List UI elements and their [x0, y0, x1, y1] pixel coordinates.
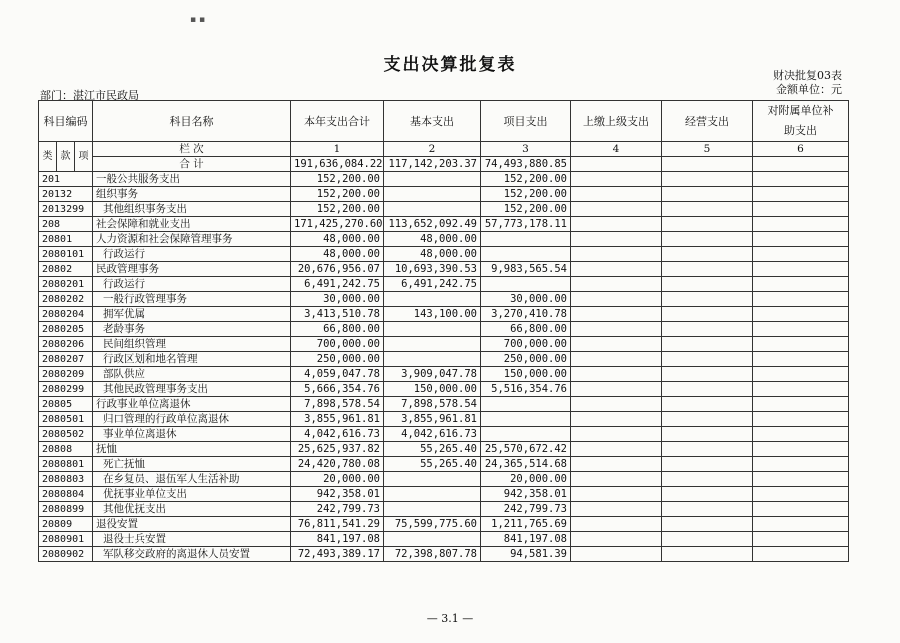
- row-code: 20808: [39, 442, 93, 457]
- row-name: 行政区划和地名管理: [93, 352, 291, 367]
- row-superior: [571, 472, 662, 487]
- seq-col-3: 3: [481, 142, 571, 157]
- row-superior: [571, 292, 662, 307]
- row-name: 部队供应: [93, 367, 291, 382]
- row-name: 行政运行: [93, 277, 291, 292]
- row-business: [662, 217, 753, 232]
- row-code: 2080101: [39, 247, 93, 262]
- row-superior: [571, 442, 662, 457]
- row-code: 2080801: [39, 457, 93, 472]
- row-project: 942,358.01: [481, 487, 571, 502]
- row-total: 76,811,541.29: [291, 517, 384, 532]
- row-total: 20,000.00: [291, 472, 384, 487]
- col-header-superior: 上缴上级支出: [571, 101, 662, 142]
- row-superior: [571, 412, 662, 427]
- row-affiliate: [753, 322, 849, 337]
- table-row: [39, 337, 849, 352]
- seq-col-1: 1: [291, 142, 384, 157]
- row-total: 25,625,937.82: [291, 442, 384, 457]
- row-total: 171,425,270.60: [291, 217, 384, 232]
- row-name: 退役安置: [93, 517, 291, 532]
- row-project: 66,800.00: [481, 322, 571, 337]
- row-code: 201: [39, 172, 93, 187]
- col-header-code: 科目编码: [39, 101, 93, 142]
- row-affiliate: [753, 292, 849, 307]
- table-row: [39, 277, 849, 292]
- row-business: [662, 367, 753, 382]
- row-superior: [571, 427, 662, 442]
- table-row: [39, 427, 849, 442]
- row-business: [662, 232, 753, 247]
- row-affiliate: [753, 517, 849, 532]
- seq-row-label: 栏 次: [93, 142, 291, 157]
- seq-col-6: 6: [753, 142, 849, 157]
- row-business: [662, 352, 753, 367]
- row-basic: 55,265.40: [384, 442, 481, 457]
- row-superior: [571, 187, 662, 202]
- row-affiliate: [753, 502, 849, 517]
- row-code: 2080202: [39, 292, 93, 307]
- total-row-superior: [571, 157, 662, 172]
- row-name: 组织事务: [93, 187, 291, 202]
- row-code: 2080205: [39, 322, 93, 337]
- col-header-business: 经营支出: [662, 101, 753, 142]
- row-total: 30,000.00: [291, 292, 384, 307]
- row-code: 2080899: [39, 502, 93, 517]
- row-code: 20132: [39, 187, 93, 202]
- total-row-affiliate: [753, 157, 849, 172]
- row-superior: [571, 502, 662, 517]
- row-total: 242,799.73: [291, 502, 384, 517]
- row-total: 20,676,956.07: [291, 262, 384, 277]
- row-superior: [571, 262, 662, 277]
- row-affiliate: [753, 442, 849, 457]
- row-project: 9,983,565.54: [481, 262, 571, 277]
- col-header-affiliate: 对附属单位补助支出: [753, 101, 849, 142]
- total-row-project: 74,493,880.85: [481, 157, 571, 172]
- row-total: 250,000.00: [291, 352, 384, 367]
- row-total: 3,413,510.78: [291, 307, 384, 322]
- row-project: 25,570,672.42: [481, 442, 571, 457]
- row-basic: [384, 502, 481, 517]
- row-code: 2080502: [39, 427, 93, 442]
- row-business: [662, 307, 753, 322]
- row-project: [481, 247, 571, 262]
- seq-col-4: 4: [571, 142, 662, 157]
- col-header-project: 项目支出: [481, 101, 571, 142]
- row-affiliate: [753, 307, 849, 322]
- row-affiliate: [753, 367, 849, 382]
- row-name: 退役士兵安置: [93, 532, 291, 547]
- row-basic: [384, 532, 481, 547]
- table-row: [39, 172, 849, 187]
- row-affiliate: [753, 352, 849, 367]
- row-business: [662, 292, 753, 307]
- row-code: 2080804: [39, 487, 93, 502]
- row-total: 7,898,578.54: [291, 397, 384, 412]
- row-project: [481, 427, 571, 442]
- row-affiliate: [753, 487, 849, 502]
- row-name: 民间组织管理: [93, 337, 291, 352]
- row-code: 2080204: [39, 307, 93, 322]
- table-row: [39, 262, 849, 277]
- row-basic: [384, 472, 481, 487]
- row-name: 其他民政管理事务支出: [93, 382, 291, 397]
- row-business: [662, 412, 753, 427]
- row-basic: 3,909,047.78: [384, 367, 481, 382]
- row-name: 拥军优属: [93, 307, 291, 322]
- row-code: 2080501: [39, 412, 93, 427]
- sub-header-kuan: 款: [57, 142, 75, 172]
- row-business: [662, 502, 753, 517]
- row-affiliate: [753, 532, 849, 547]
- row-name: 行政事业单位离退休: [93, 397, 291, 412]
- department-label: 部门：湛江市民政局: [40, 89, 139, 102]
- row-business: [662, 397, 753, 412]
- table-row: [39, 457, 849, 472]
- row-project: 242,799.73: [481, 502, 571, 517]
- row-basic: [384, 337, 481, 352]
- row-superior: [571, 337, 662, 352]
- row-affiliate: [753, 382, 849, 397]
- row-business: [662, 457, 753, 472]
- table-row: [39, 187, 849, 202]
- row-code: 2080299: [39, 382, 93, 397]
- row-name: 军队移交政府的离退休人员安置: [93, 547, 291, 562]
- row-total: 66,800.00: [291, 322, 384, 337]
- table-row: [39, 397, 849, 412]
- row-code: 20801: [39, 232, 93, 247]
- row-name: 一般行政管理事务: [93, 292, 291, 307]
- row-code: 2013299: [39, 202, 93, 217]
- table-row: [39, 292, 849, 307]
- table-row: [39, 472, 849, 487]
- row-code: 2080901: [39, 532, 93, 547]
- row-total: 841,197.08: [291, 532, 384, 547]
- row-code: 20802: [39, 262, 93, 277]
- row-project: [481, 412, 571, 427]
- row-business: [662, 442, 753, 457]
- row-superior: [571, 457, 662, 472]
- row-code: 20805: [39, 397, 93, 412]
- row-basic: [384, 322, 481, 337]
- row-project: 150,000.00: [481, 367, 571, 382]
- table-row: [39, 382, 849, 397]
- row-total: 152,200.00: [291, 202, 384, 217]
- row-affiliate: [753, 247, 849, 262]
- row-basic: 4,042,616.73: [384, 427, 481, 442]
- row-code: 2080803: [39, 472, 93, 487]
- row-name: 民政管理事务: [93, 262, 291, 277]
- row-name: 人力资源和社会保障管理事务: [93, 232, 291, 247]
- row-project: 20,000.00: [481, 472, 571, 487]
- row-name: 一般公共服务支出: [93, 172, 291, 187]
- row-name: 死亡抚恤: [93, 457, 291, 472]
- table-row: [39, 517, 849, 532]
- row-basic: 10,693,390.53: [384, 262, 481, 277]
- row-superior: [571, 247, 662, 262]
- row-project: 24,365,514.68: [481, 457, 571, 472]
- row-total: 3,855,961.81: [291, 412, 384, 427]
- total-row-basic: 117,142,203.37: [384, 157, 481, 172]
- row-affiliate: [753, 412, 849, 427]
- row-project: 152,200.00: [481, 172, 571, 187]
- row-project: 700,000.00: [481, 337, 571, 352]
- row-code: 20809: [39, 517, 93, 532]
- row-business: [662, 517, 753, 532]
- row-basic: [384, 202, 481, 217]
- row-basic: 143,100.00: [384, 307, 481, 322]
- row-business: [662, 172, 753, 187]
- row-business: [662, 322, 753, 337]
- row-affiliate: [753, 217, 849, 232]
- row-business: [662, 202, 753, 217]
- row-business: [662, 337, 753, 352]
- row-basic: 48,000.00: [384, 247, 481, 262]
- table-row: [39, 217, 849, 232]
- col-header-basic: 基本支出: [384, 101, 481, 142]
- row-superior: [571, 547, 662, 562]
- row-business: [662, 532, 753, 547]
- row-total: 4,042,616.73: [291, 427, 384, 442]
- row-superior: [571, 232, 662, 247]
- row-name: 社会保障和就业支出: [93, 217, 291, 232]
- row-total: 72,493,389.17: [291, 547, 384, 562]
- page-number: — 3.1 —: [426, 612, 474, 625]
- row-total: 24,420,780.08: [291, 457, 384, 472]
- row-basic: 3,855,961.81: [384, 412, 481, 427]
- row-superior: [571, 367, 662, 382]
- row-code: 2080206: [39, 337, 93, 352]
- row-total: 5,666,354.76: [291, 382, 384, 397]
- row-name: 其他优抚支出: [93, 502, 291, 517]
- row-business: [662, 547, 753, 562]
- table-row: [39, 247, 849, 262]
- row-total: 152,200.00: [291, 187, 384, 202]
- row-basic: 6,491,242.75: [384, 277, 481, 292]
- row-affiliate: [753, 262, 849, 277]
- row-total: 4,059,047.78: [291, 367, 384, 382]
- row-affiliate: [753, 232, 849, 247]
- row-affiliate: [753, 427, 849, 442]
- row-superior: [571, 217, 662, 232]
- seq-col-2: 2: [384, 142, 481, 157]
- row-name: 优抚事业单位支出: [93, 487, 291, 502]
- sub-header-xiang: 项: [75, 142, 93, 172]
- row-project: 152,200.00: [481, 187, 571, 202]
- row-superior: [571, 307, 662, 322]
- row-superior: [571, 172, 662, 187]
- row-business: [662, 487, 753, 502]
- table-row: [39, 367, 849, 382]
- row-business: [662, 187, 753, 202]
- row-project: [481, 277, 571, 292]
- row-basic: 113,652,092.49: [384, 217, 481, 232]
- page-title: 支出决算批复表: [383, 55, 517, 75]
- row-business: [662, 382, 753, 397]
- table-row: [39, 202, 849, 217]
- table-row: [39, 532, 849, 547]
- row-code: 2080902: [39, 547, 93, 562]
- row-business: [662, 472, 753, 487]
- row-project: 30,000.00: [481, 292, 571, 307]
- row-total: 152,200.00: [291, 172, 384, 187]
- expenditure-table: [38, 100, 849, 562]
- row-basic: [384, 487, 481, 502]
- table-row: [39, 547, 849, 562]
- row-superior: [571, 487, 662, 502]
- row-name: 老龄事务: [93, 322, 291, 337]
- col-header-name: 科目名称: [93, 101, 291, 142]
- row-total: 700,000.00: [291, 337, 384, 352]
- row-code: 2080201: [39, 277, 93, 292]
- row-code: 208: [39, 217, 93, 232]
- row-superior: [571, 532, 662, 547]
- row-name: 其他组织事务支出: [93, 202, 291, 217]
- row-project: 5,516,354.76: [481, 382, 571, 397]
- row-basic: 7,898,578.54: [384, 397, 481, 412]
- row-project: 3,270,410.78: [481, 307, 571, 322]
- row-basic: 48,000.00: [384, 232, 481, 247]
- row-name: 事业单位离退休: [93, 427, 291, 442]
- row-superior: [571, 397, 662, 412]
- row-superior: [571, 382, 662, 397]
- seq-col-5: 5: [662, 142, 753, 157]
- col-header-total: 本年支出合计: [291, 101, 384, 142]
- table-row: [39, 352, 849, 367]
- table-row: [39, 412, 849, 427]
- row-basic: 75,599,775.60: [384, 517, 481, 532]
- table-row: [39, 307, 849, 322]
- row-name: 行政运行: [93, 247, 291, 262]
- total-row-label: 合 计: [93, 157, 291, 172]
- row-project: 250,000.00: [481, 352, 571, 367]
- data-rows: [39, 172, 849, 562]
- row-affiliate: [753, 277, 849, 292]
- row-total: 6,491,242.75: [291, 277, 384, 292]
- form-code: 财决批复03表: [773, 69, 842, 82]
- row-name: 抚恤: [93, 442, 291, 457]
- row-total: 48,000.00: [291, 232, 384, 247]
- row-project: [481, 397, 571, 412]
- row-affiliate: [753, 202, 849, 217]
- table-row: [39, 502, 849, 517]
- table-row: [39, 442, 849, 457]
- row-affiliate: [753, 187, 849, 202]
- total-row-total: 191,636,084.22: [291, 157, 384, 172]
- row-total: 942,358.01: [291, 487, 384, 502]
- row-basic: 150,000.00: [384, 382, 481, 397]
- row-affiliate: [753, 397, 849, 412]
- row-project: 94,581.39: [481, 547, 571, 562]
- row-basic: [384, 172, 481, 187]
- table-row: [39, 232, 849, 247]
- row-basic: [384, 292, 481, 307]
- scan-specks: ▪ ▪: [190, 15, 206, 25]
- row-code: 2080207: [39, 352, 93, 367]
- row-basic: 55,265.40: [384, 457, 481, 472]
- row-business: [662, 427, 753, 442]
- row-business: [662, 262, 753, 277]
- table-row: [39, 487, 849, 502]
- row-total: 48,000.00: [291, 247, 384, 262]
- row-affiliate: [753, 172, 849, 187]
- row-project: 1,211,765.69: [481, 517, 571, 532]
- total-row-business: [662, 157, 753, 172]
- row-superior: [571, 277, 662, 292]
- sub-header-lei: 类: [39, 142, 57, 172]
- row-superior: [571, 202, 662, 217]
- row-name: 在乡复员、退伍军人生活补助: [93, 472, 291, 487]
- row-basic: 72,398,807.78: [384, 547, 481, 562]
- row-affiliate: [753, 547, 849, 562]
- row-basic: [384, 352, 481, 367]
- row-affiliate: [753, 472, 849, 487]
- amount-unit: 金额单位：元: [776, 83, 842, 96]
- row-business: [662, 247, 753, 262]
- row-business: [662, 277, 753, 292]
- row-superior: [571, 352, 662, 367]
- row-affiliate: [753, 337, 849, 352]
- row-code: 2080209: [39, 367, 93, 382]
- row-project: 152,200.00: [481, 202, 571, 217]
- row-affiliate: [753, 457, 849, 472]
- row-basic: [384, 187, 481, 202]
- row-project: [481, 232, 571, 247]
- row-superior: [571, 322, 662, 337]
- row-project: 841,197.08: [481, 532, 571, 547]
- row-superior: [571, 517, 662, 532]
- row-name: 归口管理的行政单位离退休: [93, 412, 291, 427]
- table-row: [39, 322, 849, 337]
- row-project: 57,773,178.11: [481, 217, 571, 232]
